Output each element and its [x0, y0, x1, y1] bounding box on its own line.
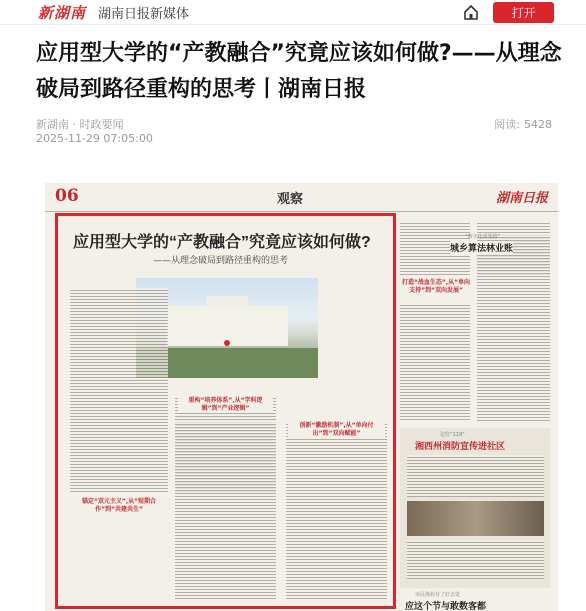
sidebar-kicker: “数字化成果推”	[465, 234, 501, 240]
sidebar-photo	[407, 501, 544, 536]
home-icon[interactable]	[462, 3, 480, 21]
sidebar-kicker: 市民体验有了好去处	[415, 592, 461, 598]
newspaper-subheadline: ——从理念破局到路径重构的思考	[153, 256, 289, 266]
newspaper-logo: 湖南日报	[495, 191, 548, 206]
section-name: 观察	[277, 192, 304, 207]
text-column	[70, 288, 168, 493]
newspaper-header	[45, 183, 558, 212]
right-text-column	[477, 235, 550, 421]
article-title: 应用型大学的“产教融合”究竟应该如何做?——从理念破局到路径重构的思考丨湖南日报	[36, 41, 562, 102]
read-count-value: 5428	[524, 118, 552, 131]
sidebar-kicker: 记住“119”	[440, 432, 465, 438]
right-text-column	[407, 455, 544, 497]
site-name: 湖南日报新媒体	[98, 6, 190, 22]
text-column	[286, 422, 387, 600]
newspaper-headline: 应用型大学的“产教融合”究竟应该如何做?	[73, 234, 371, 251]
read-count	[490, 116, 552, 132]
top-bar	[0, 0, 586, 25]
text-column	[175, 422, 276, 600]
article-date: 2025-11-29 07:05:00	[36, 132, 153, 145]
column-heading: 锚定“双元主义”,从“短期合作”到“共建共生”	[72, 498, 166, 514]
read-count-label: 阅读:	[494, 118, 520, 131]
open-app-button[interactable]: 打开	[493, 2, 554, 23]
column-heading: 重构“培养体系”,从“学科逻辑”到“产业逻辑”	[178, 397, 273, 413]
highlighted-article	[55, 213, 396, 609]
column-heading: 创新“激励机制”,从“单向付出”到“双向赋能”	[288, 422, 385, 438]
sidebar-headline: 湘西州消防宣传进社区	[415, 442, 506, 452]
sidebar-headline: 应这个节与敢数客都	[405, 602, 487, 611]
app-logo[interactable]: 新湖南	[38, 3, 87, 22]
newspaper-image[interactable]	[45, 183, 558, 611]
article-source[interactable]: 新湖南 · 时政要闻	[36, 118, 124, 131]
right-text-column	[407, 540, 544, 580]
column-heading: 打造“战血生态”,从“单向支持”到“双向发展”	[401, 279, 471, 294]
right-text-column	[400, 303, 470, 421]
sidebar-headline: 城乡算法林业账	[450, 241, 513, 254]
page-number: 06	[55, 186, 79, 206]
